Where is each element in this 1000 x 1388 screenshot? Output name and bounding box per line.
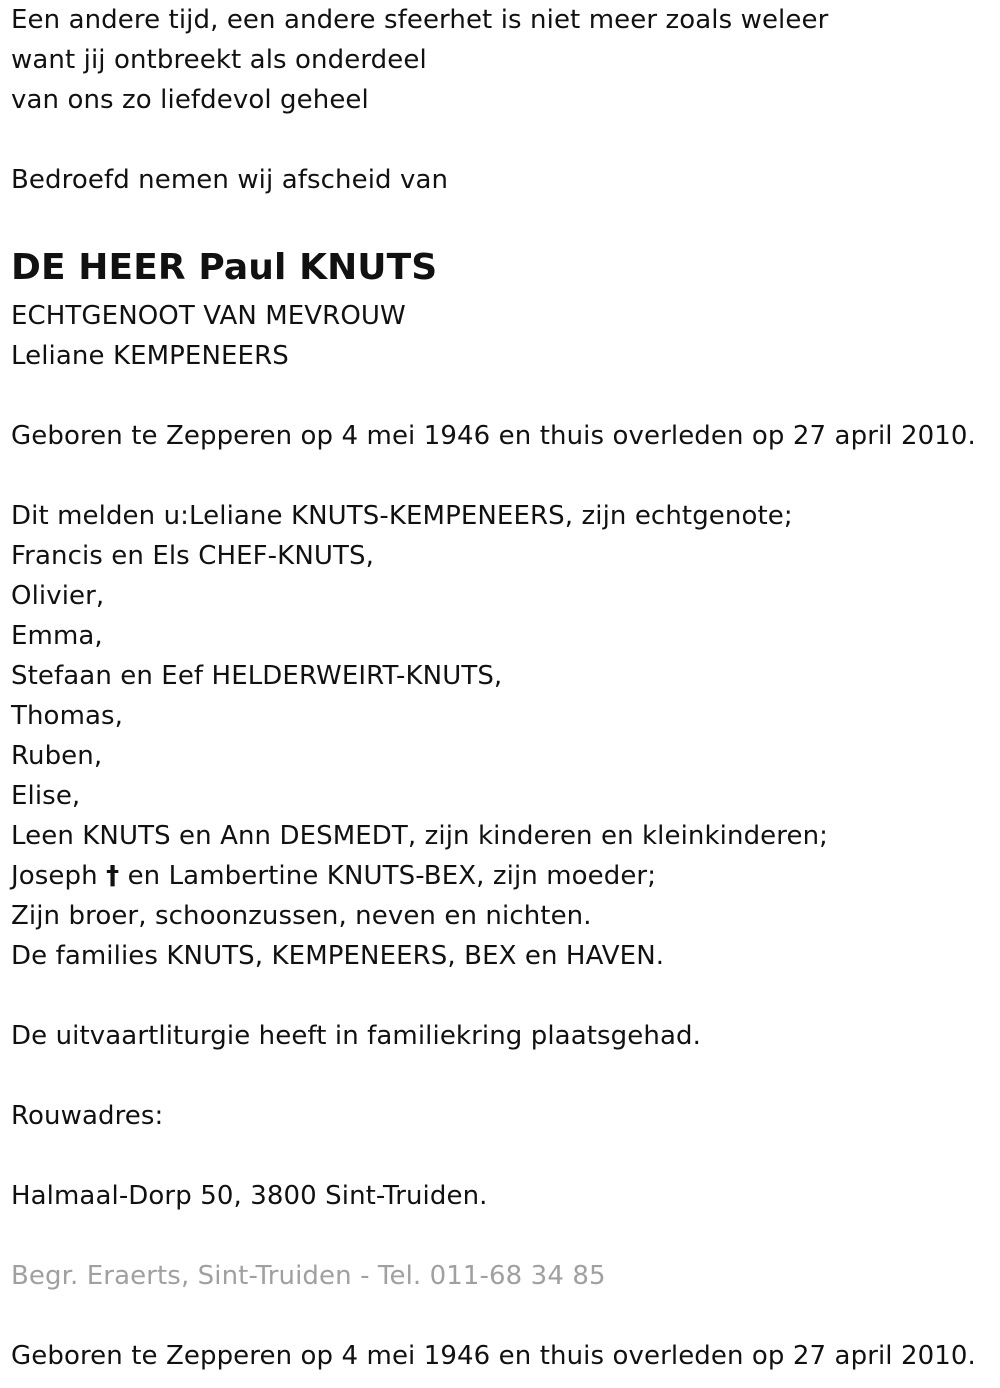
spacer bbox=[11, 200, 991, 240]
intro-text: Bedroefd nemen wij afscheid van bbox=[11, 165, 449, 195]
father-name: Joseph bbox=[11, 861, 98, 891]
family-item: Ruben, bbox=[11, 741, 103, 771]
spacer bbox=[11, 1296, 991, 1336]
address-value: Halmaal-Dorp 50, 3800 Sint-Truiden. bbox=[11, 1181, 488, 1211]
spacer bbox=[11, 976, 991, 1016]
spacer bbox=[11, 1216, 991, 1256]
spacer bbox=[11, 1056, 991, 1096]
spacer bbox=[11, 376, 991, 416]
poem-line-2: want jij ontbreekt als onderdeel bbox=[11, 45, 427, 75]
funeral-note: De uitvaartliturgie heeft in familiekring plaatsgehad. bbox=[11, 1021, 701, 1051]
deceased-name: DE HEER Paul KNUTS bbox=[11, 247, 438, 288]
poem-line-1: Een andere tijd, een andere sfeerhet is niet meer zoals weleer bbox=[11, 5, 829, 35]
families-line: De families KNUTS, KEMPENEERS, BEX en HAVEN. bbox=[11, 941, 665, 971]
birth-death-text: Geboren te Zepperen op 4 mei 1946 en thuis overleden op 27 april 2010. bbox=[11, 421, 976, 451]
address-label: Rouwadres: bbox=[11, 1101, 164, 1131]
undertaker-info: Begr. Eraerts, Sint-Truiden - Tel. 011-68 34 85 bbox=[11, 1261, 606, 1291]
poem-line-3: van ons zo liefdevol geheel bbox=[11, 85, 369, 115]
siblings-line: Zijn broer, schoonzussen, neven en nichten. bbox=[11, 901, 592, 931]
family-item: Francis en Els CHEF-KNUTS, bbox=[11, 541, 374, 571]
family-item: Leen KNUTS en Ann DESMEDT, zijn kinderen en kleinkinderen; bbox=[11, 821, 829, 851]
parents-line bbox=[11, 856, 991, 896]
spouse-label: ECHTGENOOT VAN MEVROUW bbox=[11, 301, 406, 331]
spouse-name: Leliane KEMPENEERS bbox=[11, 341, 289, 371]
family-item: Olivier, bbox=[11, 581, 105, 611]
family-item: Thomas, bbox=[11, 701, 124, 731]
spacer bbox=[11, 456, 991, 496]
family-item: Stefaan en Eef HELDERWEIRT-KNUTS, bbox=[11, 661, 503, 691]
cross-icon: † bbox=[106, 861, 120, 891]
footer-birth-death: Geboren te Zepperen op 4 mei 1946 en thuis overleden op 27 april 2010. bbox=[11, 1341, 976, 1371]
spacer bbox=[11, 120, 991, 160]
family-item: Dit melden u:Leliane KNUTS-KEMPENEERS, zijn echtgenote; bbox=[11, 501, 793, 531]
obituary-notice bbox=[11, 0, 991, 1376]
family-item: Elise, bbox=[11, 781, 81, 811]
family-item: Emma, bbox=[11, 621, 103, 651]
spacer bbox=[11, 1136, 991, 1176]
mother-name: en Lambertine KNUTS-BEX, zijn moeder; bbox=[127, 861, 657, 891]
